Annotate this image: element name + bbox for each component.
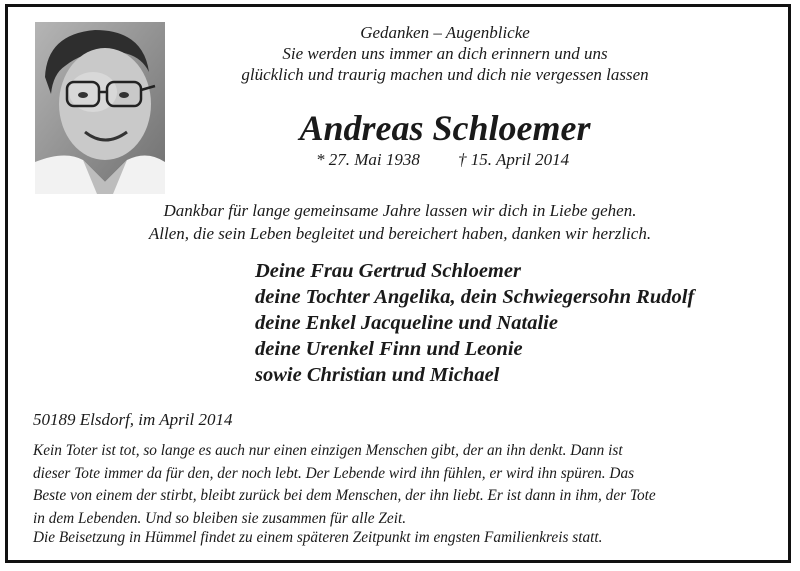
deceased-name: Andreas Schloemer — [299, 108, 591, 148]
poem-text — [33, 440, 768, 530]
family-member: deine Enkel Jacqueline und Natalie — [255, 312, 558, 334]
thanks-line: Dankbar für lange gemeinsame Jahre lassen wir dich in Liebe gehen. — [163, 201, 637, 220]
poem-line: Kein Toter ist tot, so lange es auch nur einen einzigen Menschen gibt, der an ihn denkt. Dann ist — [33, 442, 623, 459]
death-date: † 15. April 2014 — [458, 150, 570, 169]
poem-line: dieser Tote immer da für den, der noch lebt. Der Lebende wird ihn fühlen, er wird ihn spüren. Das — [33, 464, 635, 482]
intro-line: Gedanken – Augenblicke — [360, 23, 530, 42]
poem-line: in dem Lebenden. Und so bleiben sie zusammen für alle Zeit. — [33, 509, 407, 527]
birth-date: * 27. Mai 1938 — [316, 150, 420, 169]
poem-line: Beste von einem der stirbt, bleibt zurück bei dem Menschen, der ihn liebt. Er ist dann in ihm, der Tote — [33, 487, 656, 504]
family-list — [255, 258, 694, 388]
place-date: 50189 Elsdorf, im April 2014 — [33, 410, 233, 429]
intro-verse — [178, 22, 712, 85]
intro-line: Sie werden uns immer an dich erinnern und uns — [282, 44, 608, 63]
family-member: sowie Christian und Michael — [255, 364, 500, 386]
thanks-line: Allen, die sein Leben begleitet und bereichert haben, danken wir herzlich. — [148, 224, 652, 243]
funeral-notice: Die Beisetzung in Hümmel findet zu einem späteren Zeitpunkt im engsten Familienkreis statt. — [33, 529, 603, 546]
thanks-text — [30, 199, 770, 245]
family-member: deine Tochter Angelika, dein Schwiegersohn Rudolf — [255, 286, 695, 308]
intro-line: glücklich und traurig machen und dich nie vergessen lassen — [241, 65, 649, 84]
portrait-photo — [35, 22, 165, 194]
family-member: Deine Frau Gertrud Schloemer — [255, 260, 521, 282]
family-member: deine Urenkel Finn und Leonie — [255, 338, 523, 360]
